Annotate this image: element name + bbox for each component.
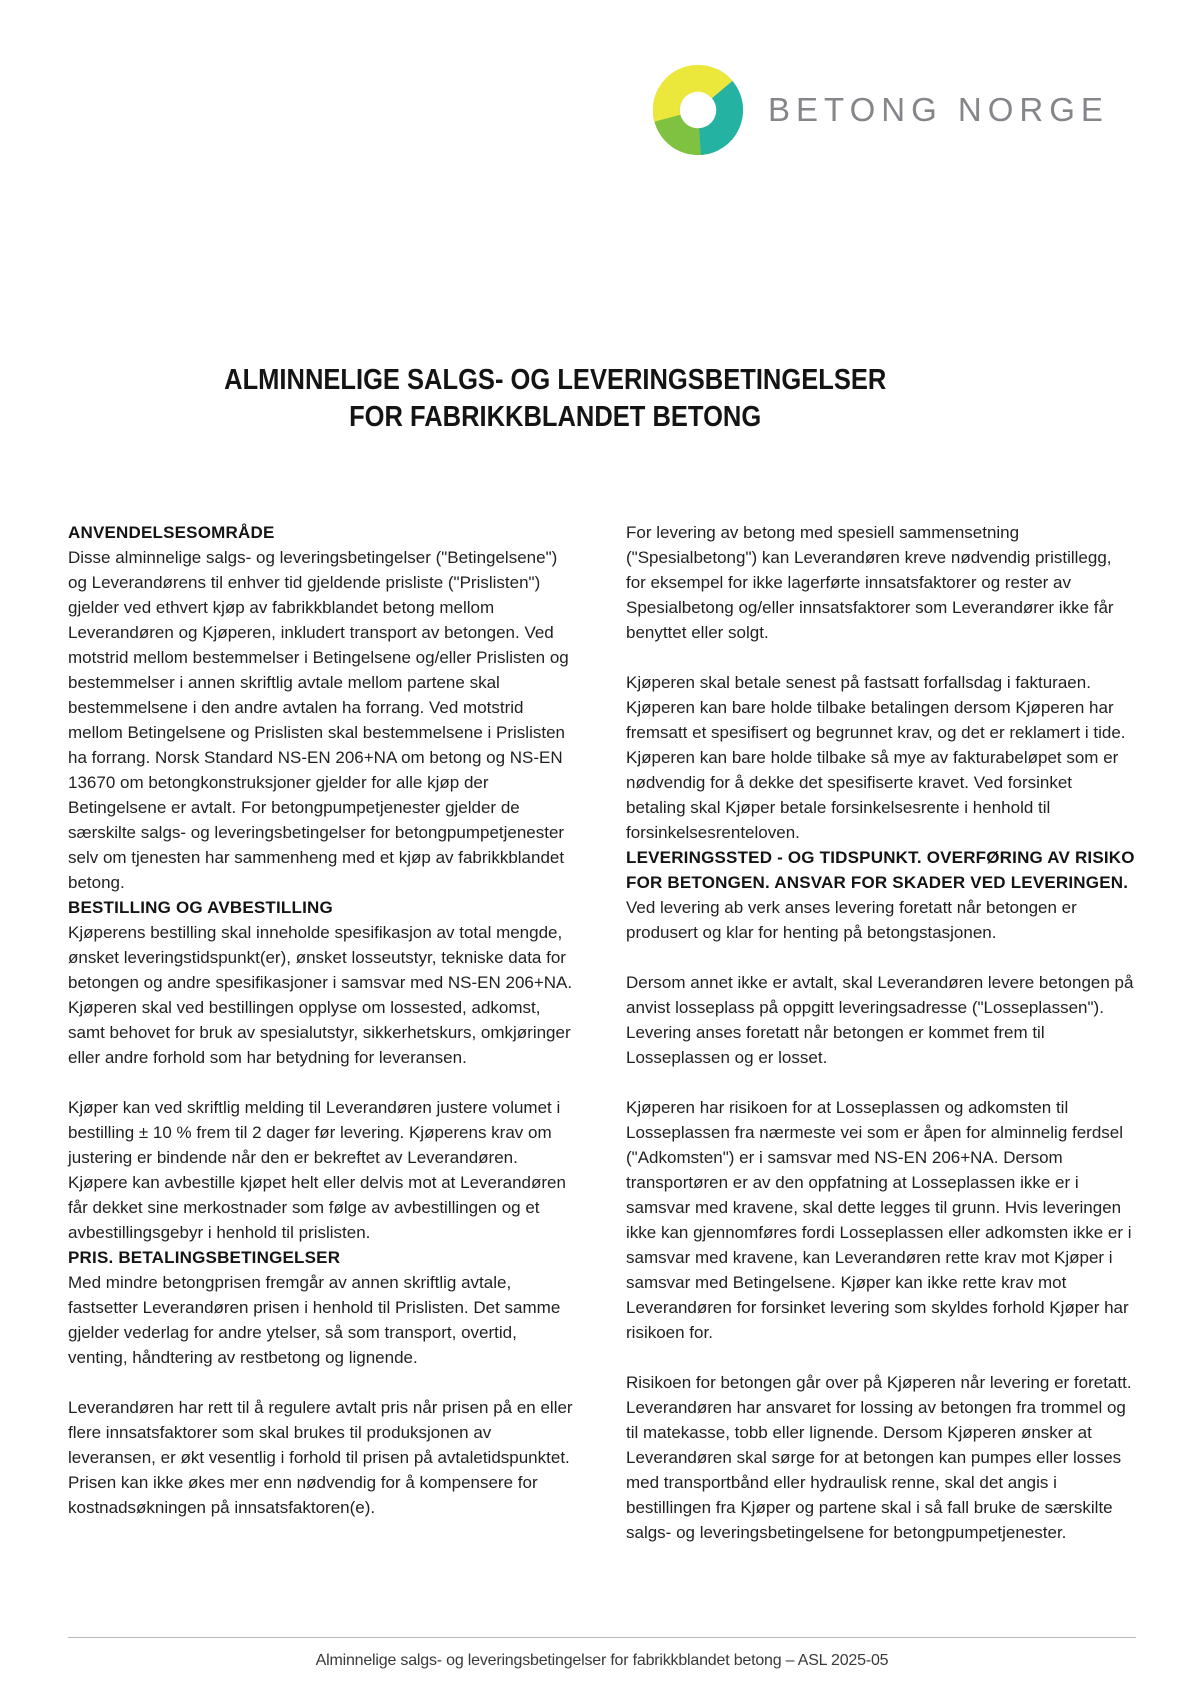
paragraph: Med mindre betongprisen fremgår av annen skriftlig avtale, fastsetter Leverandøren prisen i henhold til Prislisten. Det samme gjelder vederlag for andre ytelser, så som transport, overtid, venting, håndtering av restbetong og lignende. (68, 1273, 561, 1367)
paragraph: Leverandøren har rett til å regulere avtalt pris når prisen på en eller flere innsatsfaktorer som skal brukes til produksjonen av leveransen, er økt vesentlig i forhold til prisen på avtaletidspunktet. Prisen kan ikke økes mer enn nødvendig for å kompensere for kostnadsøkningen på innsatsfaktoren(e). (68, 1398, 573, 1517)
brand-wordmark: BETONG NORGE (768, 91, 1109, 128)
page-title-line2: FOR FABRIKKBLANDET BETONG (348, 401, 762, 433)
page-title-line1: ALMINNELIGE SALGS- OG LEVERINGSBETINGELSER (223, 364, 887, 396)
paragraph: For levering av betong med spesiell sammensetning ("Spesialbetong") kan Leverandøren kreve nødvendig pristillegg, for eksempel for ikke lagerførte innsatsfaktorer og rester av Spesialbetong og/eller innsatsfaktorer som Leverandører ikke får benyttet eller solgt. (626, 523, 1114, 642)
paragraph: Risikoen for betongen går over på Kjøperen når levering er foretatt. Leverandøren har ansvaret for lossing av betongen fra trommel og til matekasse, tobb eller lignende. Dersom Kjøperen ønsker at Leverandøren skal sørge for at betongen kan pumpes eller losses med transportbånd eller hydraulisk renne, skal det angis i bestillingen fra Kjøper og partene skal i så fall bruke de særskilte salgs- og leveringsbetingelsene for betongpumpetjenester. (626, 1373, 1132, 1542)
document-body (68, 520, 1136, 1545)
paragraph: Kjøperen skal betale senest på fastsatt forfallsdag i fakturaen. Kjøperen kan bare holde tilbake betalingen dersom Kjøperen har fremsatt et spesifisert og begrunnet krav, og det er reklamert i tide. Kjøperen kan bare holde tilbake så mye av fakturabeløpet som er nødvendig for å dekke det spesifiserte kravet. Ved forsinket betaling skal Kjøper betale forsinkelsesrente i henhold til forsinkelsesrenteloven. (626, 673, 1126, 842)
paragraph: Kjøperens bestilling skal inneholde spesifikasjon av total mengde, ønsket leveringstidspunkt(er), ønsket losseutstyr, tekniske data for betongen og andre spesifikasjoner i samsvar med NS-EN 206+NA. Kjøperen skal ved bestillingen opplyse om lossested, adkomst, samt behovet for bruk av spesialutstyr, sikkerhetskurs, omkjøringer eller andre forhold som har betydning for leveransen. (68, 923, 573, 1067)
section-pris-fortsettelse (626, 520, 1136, 845)
paragraph: Kjøper kan ved skriftlig melding til Leverandøren justere volumet i bestilling ± 10 % frem til 2 dager før levering. Kjøperens krav om justering er bindende når den er bekreftet av Leverandøren. Kjøpere kan avbestille kjøpet helt eller delvis mot at Leverandøren får dekket sine merkostnader som følge av avbestillingen og et avbestillingsgebyr i henhold til prislisten. (68, 1098, 566, 1242)
right-column (626, 520, 1136, 1545)
section-heading: BESTILLING OG AVBESTILLING (68, 898, 333, 917)
footer-divider (68, 1637, 1136, 1638)
paragraph: Kjøperen har risikoen for at Losseplassen og adkomsten til Losseplassen fra nærmeste vei som er åpen for alminnelig ferdsel ("Adkomsten") er i samsvar med NS-EN 206+NA. Dersom transportøren er av den oppfatning at Losseplassen ikke er i samsvar med kravene, skal dette legges til grunn. Hvis leveringen ikke kan gjennomføres fordi Losseplassen eller adkomsten ikke er i samsvar med kravene, kan Leverandøren rette krav mot Kjøper i samsvar med Betingelsene. Kjøper kan ikke rette krav mot Leverandøren for forsinket levering som skyldes forhold Kjøper har risikoen for. (626, 1098, 1132, 1342)
paragraph: Ved levering ab verk anses levering foretatt når betongen er produsert og klar for henting på betongstasjonen. (626, 898, 1077, 942)
section-leveringssted-og-tidspunkt (626, 845, 1136, 1545)
section-heading: ANVENDELSESOMRÅDE (68, 523, 275, 542)
paragraph: Dersom annet ikke er avtalt, skal Leverandøren levere betongen på anvist losseplass på oppgitt leveringsadresse ("Losseplassen"). Levering anses foretatt når betongen er kommet frem til Losseplassen og er losset. (626, 973, 1134, 1067)
betong-norge-logo (650, 58, 1109, 162)
section-heading: PRIS. BETALINGSBETINGELSER (68, 1248, 341, 1267)
section-bestilling-og-avbestilling (68, 895, 578, 1245)
section-anvendelsesomrade (68, 520, 578, 895)
section-heading: LEVERINGSSTED - OG TIDSPUNKT. OVERFØRING AV RISIKO FOR BETONGEN. ANSVAR FOR SKADER VED LEVERINGEN. (626, 848, 1135, 892)
betong-norge-swirl-icon (650, 58, 746, 162)
page-title (70, 362, 1040, 436)
footer-caption: Alminnelige salgs- og leveringsbetingelser for fabrikkblandet betong – ASL 2025-05 (315, 1652, 889, 1669)
section-pris-betalingsbetingelser (68, 1245, 578, 1520)
paragraph: Disse alminnelige salgs- og leveringsbetingelser ("Betingelsene") og Leverandørens til enhver tid gjeldende prisliste ("Prislisten") gjelder ved ethvert kjøp av fabrikkblandet betong mellom Leverandøren og Kjøperen, inkludert transport av betongen. Ved motstrid mellom bestemmelser i Betingelsene og/eller Prislisten og bestemmelser i annen skriftlig avtale mellom partene skal bestemmelsene i den andre avtalen ha forrang. Ved motstrid mellom Betingelsene og Prislisten skal bestemmelsene i Prislisten ha forrang. Norsk Standard NS-EN 206+NA om betong og NS-EN 13670 om betongkonstruksjoner gjelder for alle kjøp der Betingelsene er avtalt. For betongpumpetjenester gjelder de særskilte salgs- og leveringsbetingelser for betongpumpetjenester selv om tjenesten har sammenheng med et kjøp av fabrikkblandet betong. (68, 548, 569, 892)
left-column (68, 520, 578, 1545)
